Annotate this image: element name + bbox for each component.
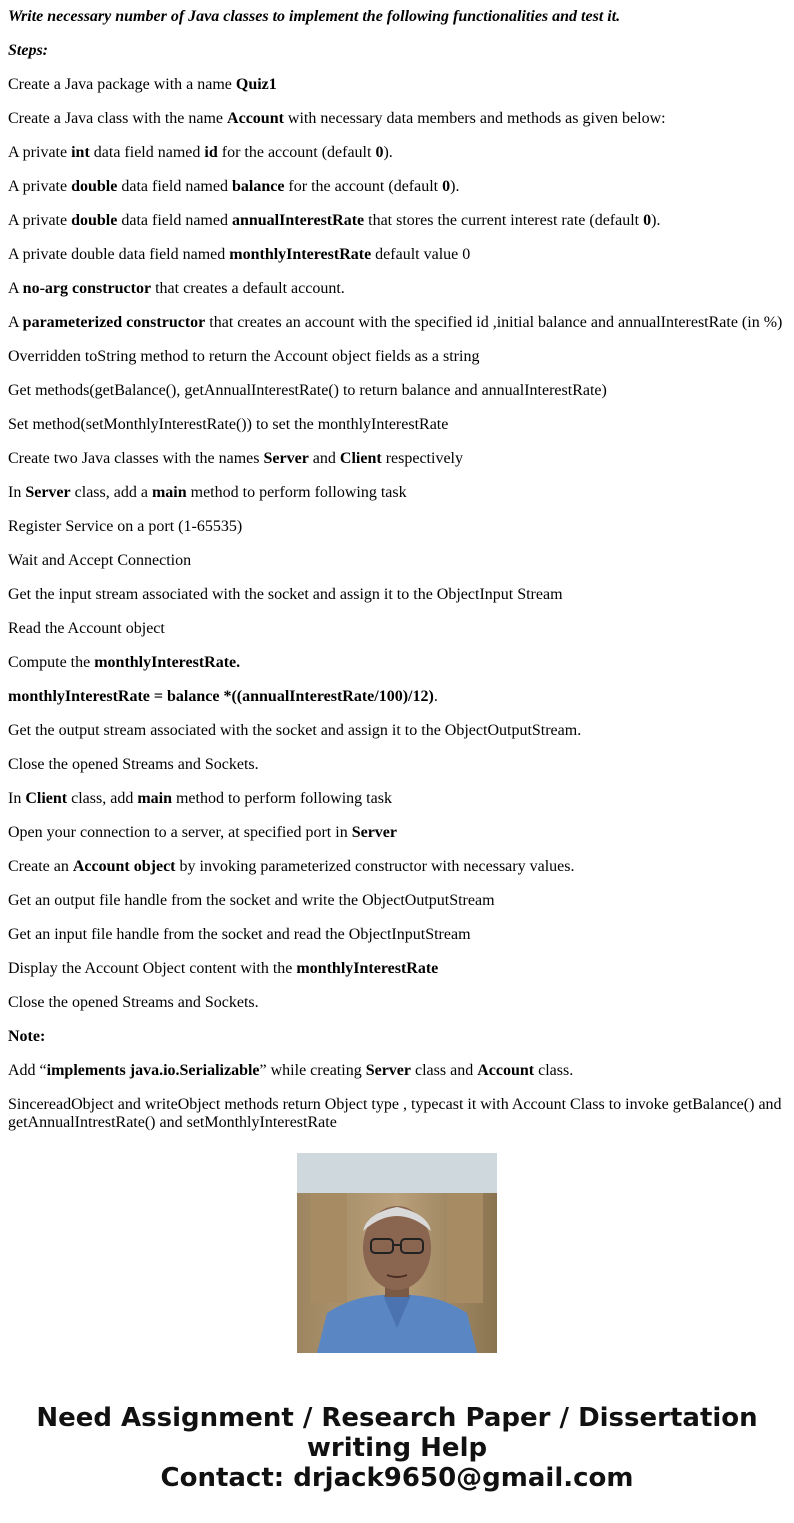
bold-term: Quiz1	[235, 76, 277, 93]
line-text: In	[8, 484, 26, 501]
line-text: class, add a	[70, 484, 152, 501]
line-text: Close the opened Streams and Sockets.	[8, 756, 259, 773]
line-text: that creates a default account.	[151, 280, 345, 297]
line-text: Read the Account object	[8, 620, 165, 637]
instruction-line	[8, 178, 786, 196]
line-text: Get an input file handle from the socket and read the ObjectInputStream	[8, 926, 471, 943]
bold-term: monthlyInterestRate	[229, 246, 372, 263]
line-text: data field named	[117, 178, 232, 195]
instruction-line	[8, 620, 786, 638]
bold-term: no-arg constructor	[22, 280, 152, 297]
footer-contact: Contact: drjack9650@gmail.com	[160, 1463, 634, 1493]
line-text: Set method(setMonthlyInterestRate()) to set the monthlyInterestRate	[8, 416, 449, 433]
line-text: by invoking parameterized constructor with necessary values.	[175, 858, 575, 875]
steps-label: Steps:	[8, 42, 48, 59]
line-text: Close the opened Streams and Sockets.	[8, 994, 259, 1011]
line-text: Compute the	[8, 654, 95, 671]
instruction-line	[8, 518, 786, 536]
line-text: A	[8, 314, 23, 331]
line-text: SincereadObject and writeObject methods return Object type , typecast it with Account Class to invoke getBalance() and getAnnualIntrestRate() and setMonthlyInterestRate	[8, 1096, 782, 1131]
document-title: Write necessary number of Java classes to implement the following functionalities and test it.	[8, 8, 621, 25]
bold-term: monthlyInterestRate.	[94, 654, 241, 671]
bold-term: Client	[339, 450, 382, 467]
line-text: Open your connection to a server, at specified port in	[8, 824, 352, 841]
bold-term: monthlyInterestRate	[296, 960, 439, 977]
bold-term: 0	[375, 144, 384, 161]
bold-term: parameterized constructor	[22, 314, 206, 331]
line-text: ).	[450, 178, 460, 195]
line-text: that creates an account with the specified id ,initial balance and annualInterestRate (in %)	[205, 314, 783, 331]
bold-term: Server	[263, 450, 309, 467]
line-text: default value 0	[371, 246, 471, 263]
line-text: Wait and Accept Connection	[8, 552, 192, 569]
instruction-line	[8, 314, 786, 332]
bold-term: int	[71, 144, 90, 161]
bold-term: annualInterestRate	[231, 212, 365, 229]
instruction-line	[8, 756, 786, 774]
line-text: for the account (default	[217, 144, 376, 161]
line-text: ).	[651, 212, 661, 229]
instruction-line	[8, 416, 786, 434]
line-text: class.	[534, 1062, 574, 1079]
bold-term: Server	[25, 484, 71, 501]
document-body	[8, 0, 786, 1131]
bold-term: Account	[227, 110, 284, 127]
line-text: that stores the current interest rate (default	[364, 212, 644, 229]
line-text: method to perform following task	[186, 484, 407, 501]
bold-term: Server	[365, 1062, 411, 1079]
bold-term: Account	[477, 1062, 535, 1079]
author-photo-icon	[297, 1153, 497, 1353]
instruction-line	[8, 654, 786, 672]
line-text: .	[433, 688, 438, 705]
line-text: class, add	[67, 790, 138, 807]
instruction-line	[8, 892, 786, 910]
line-text: Add “	[8, 1062, 47, 1079]
instruction-line	[8, 1096, 786, 1132]
line-text: class and	[411, 1062, 478, 1079]
instruction-line	[8, 280, 786, 298]
line-text: with necessary data members and methods as given below:	[283, 110, 666, 127]
line-text: Create a Java class with the name	[8, 110, 228, 127]
line-text: Display the Account Object content with the	[8, 960, 297, 977]
instruction-line	[8, 382, 786, 400]
bold-term: implements java.io.Serializable	[46, 1062, 260, 1079]
bold-term: Account object	[72, 858, 176, 875]
line-text: Get methods(getBalance(), getAnnualInterestRate() to return balance and annualInterestRate)	[8, 382, 607, 399]
instruction-line	[8, 722, 786, 740]
author-avatar	[297, 1153, 497, 1353]
instruction-line	[8, 586, 786, 604]
instruction-line	[8, 76, 786, 94]
line-text: In	[8, 790, 26, 807]
line-text: Overridden toString method to return the Account object fields as a string	[8, 348, 480, 365]
bold-term: double	[71, 178, 118, 195]
instruction-line	[8, 552, 786, 570]
instruction-line	[8, 688, 786, 706]
bold-term: 0	[442, 178, 451, 195]
instruction-line	[8, 450, 786, 468]
line-text: A private double data field named	[8, 246, 230, 263]
line-text: A	[8, 280, 23, 297]
footer-line-2: writing Help	[306, 1433, 488, 1463]
line-text: Create an	[8, 858, 73, 875]
instruction-line	[8, 348, 786, 366]
bold-term: main	[151, 484, 187, 501]
instruction-line	[8, 246, 786, 264]
instruction-line	[8, 926, 786, 944]
instruction-line	[8, 960, 786, 978]
line-text: Get the input stream associated with the socket and assign it to the ObjectInput Stream	[8, 586, 563, 603]
instruction-line	[8, 824, 786, 842]
bold-term: Server	[351, 824, 397, 841]
line-text: and	[308, 450, 340, 467]
bold-term: main	[137, 790, 172, 807]
bold-term: monthlyInterestRate = balance *((annualInterestRate/100)/12)	[8, 688, 434, 705]
line-text: A private	[8, 178, 72, 195]
instruction-line	[8, 790, 786, 808]
line-text: Create a Java package with a name	[8, 76, 236, 93]
instruction-line	[8, 1028, 786, 1046]
bold-term: id	[204, 144, 218, 161]
line-text: data field named	[89, 144, 205, 161]
bold-term: double	[71, 212, 118, 229]
line-text: Create two Java classes with the names	[8, 450, 264, 467]
instruction-line	[8, 212, 786, 230]
promo-footer	[0, 1403, 794, 1493]
instruction-line	[8, 1062, 786, 1080]
line-text: A private	[8, 212, 72, 229]
bold-term: balance	[231, 178, 285, 195]
instruction-line	[8, 994, 786, 1012]
line-text: data field named	[117, 212, 232, 229]
line-text: method to perform following task	[171, 790, 392, 807]
line-text: Get an output file handle from the socket and write the ObjectOutputStream	[8, 892, 495, 909]
instruction-line	[8, 144, 786, 162]
footer-line-1: Need Assignment / Research Paper / Dissertation	[36, 1403, 758, 1433]
line-text: ” while creating	[259, 1062, 366, 1079]
instruction-line	[8, 110, 786, 128]
bold-term: 0	[643, 212, 652, 229]
line-text: A private	[8, 144, 72, 161]
line-text: Get the output stream associated with the socket and assign it to the ObjectOutputStream.	[8, 722, 582, 739]
line-text: Register Service on a port (1-65535)	[8, 518, 243, 535]
instruction-line	[8, 858, 786, 876]
bold-term: Client	[25, 790, 68, 807]
line-text: ).	[383, 144, 393, 161]
line-text: for the account (default	[284, 178, 443, 195]
instruction-line	[8, 484, 786, 502]
line-text: respectively	[381, 450, 463, 467]
bold-term: Note:	[8, 1028, 46, 1045]
